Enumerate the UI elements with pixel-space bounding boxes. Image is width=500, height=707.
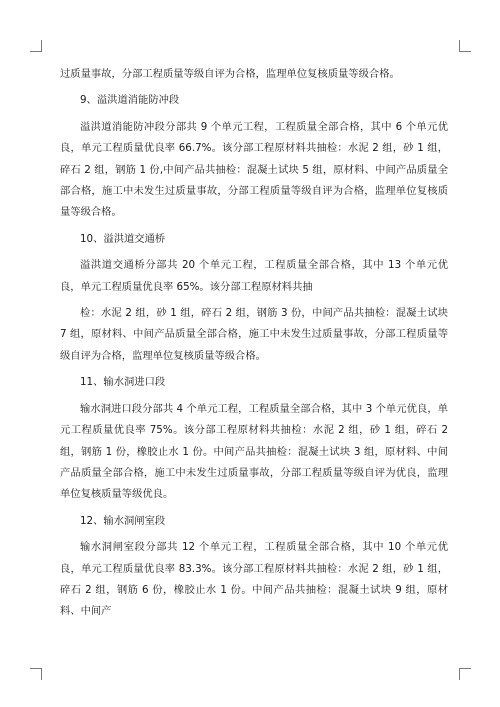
paragraph-section-12: 输水洞闸室段分部共 12 个单元工程，工程质量全部合格，其中 10 个单元优良，单元工程质量优良率 83.3%。该分部工程原材料共抽检：水泥 2 组，砂 1 组，碎石 2 组，钢筋 6 份，橡胶止水 1 份。中间产品共抽检：混凝土试块 9 组，原材料、中间产: [60, 541, 448, 618]
document-body: [60, 64, 448, 623]
crop-mark-bottom-left: [30, 668, 42, 680]
section-heading-12: 12、输水洞闸室段: [80, 514, 166, 527]
section-heading-9: 9、溢洪道消能防冲段: [80, 94, 180, 107]
paragraph-continued: 过质量事故，分部工程质量等级自评为合格，监理单位复核质量等级合格。: [60, 68, 400, 80]
paragraph-section-9: 溢洪道消能防冲段分部共 9 个单元工程，工程质量全部合格，其中 6 个单元优良，单元工程质量优良率 66.7%。该分部工程原材料共抽检：水泥 2 组，砂 1 组，碎石 2 组，钢筋 1 份,中间产品共抽检：混凝土试块 5 组，原材料、中间产品质量全部合格，施工中未发生过质量事故，分部工程质量等级自评为合格，监理单位复核质量等级合格。: [60, 120, 448, 219]
paragraph-section-10-a: 溢洪道交通桥分部共 20 个单元工程，工程质量全部合格，其中 13 个单元优良，单元工程质量优良率 65%。该分部工程原材料共抽: [60, 259, 448, 293]
paragraph-section-11: 输水洞进口段分部共 4 个单元工程，工程质量全部合格，其中 3 个单元优良，单元工程质量优良率 75%。该分部工程原材料共抽检：水泥 2 组，砂 1 组，碎石 2 组，钢筋 1 份，橡胶止水 1 份。中间产品共抽检：混凝土试块 3 组，原材料、中间产品质量全部合格，施工中未发生过质量事故，分部工程质量等级自评为优良，监理单位复核质量等级优良。: [60, 402, 448, 501]
crop-mark-top-left: [30, 40, 42, 52]
section-heading-10: 10、溢洪道交通桥: [80, 232, 166, 245]
crop-mark-top-right: [459, 40, 471, 52]
section-heading-11: 11、输水洞进口段: [80, 376, 166, 389]
crop-mark-bottom-right: [459, 668, 471, 680]
paragraph-section-10-b: 检：水泥 2 组，砂 1 组，碎石 2 组，钢筋 3 份，中间产品共抽检：混凝土试块 7 组，原材料、中间产品质量全部合格，施工中未发生过质量事故，分部工程质量等级自评为合格，监理单位复核质量等级合格。: [60, 307, 448, 362]
